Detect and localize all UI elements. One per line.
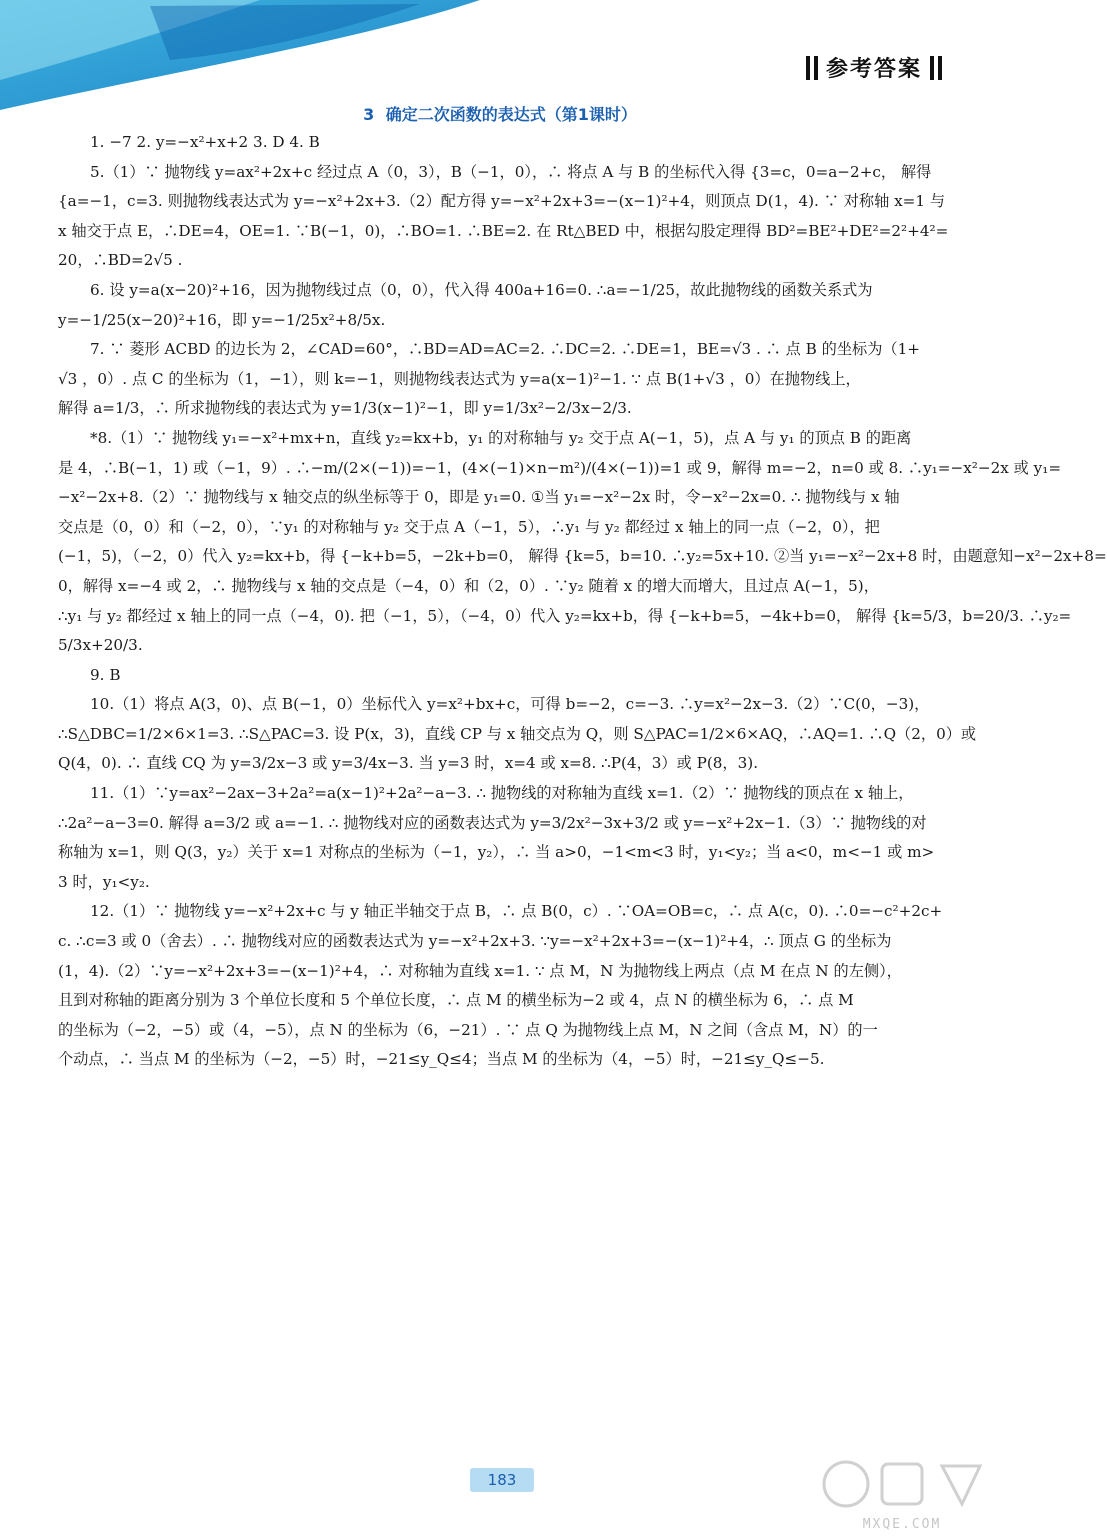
answer-line: 个动点，∴ 当点 M 的坐标为（−2，−5）时，−21≤y_Q≤4；当点 M 的坐标为（4，−5）时，−21≤y_Q≤−5. (58, 1050, 825, 1069)
answer-line: 的坐标为（−2，−5）或（4，−5），点 N 的坐标为（6，−21）. ∵ 点 Q 为抛物线上点 M，N 之间（含点 M，N）的一 (58, 1020, 878, 1039)
answer-line: 且到对称轴的距离分别为 3 个单位长度和 5 个单位长度，∴ 点 M 的横坐标为−2 或 4，点 N 的横坐标为 6，∴ 点 M (58, 991, 854, 1010)
page-number: 183 (470, 1468, 534, 1492)
answer-line: 交点是（0，0）和（−2，0），∵y₁ 的对称轴与 y₂ 交于点 A（−1，5），∴y₁ 与 y₂ 都经过 x 轴上的同一点（−2，0），把 (58, 517, 880, 536)
header-banner (0, 0, 480, 110)
answer-line: 10.（1）将点 A(3，0)、点 B(−1，0）坐标代入 y=x²+bx+c，可得 b=−2，c=−3. ∴y=x²−2x−3.（2）∵C(0，−3)， (90, 695, 930, 714)
answer-line: 称轴为 x=1，则 Q(3，y₂）关于 x=1 对称点的坐标为（−1，y₂），∴ 当 a>0，−1<m<3 时，y₁<y₂；当 a<0，m<−1 或 m> (58, 843, 935, 862)
answer-line: *8.（1）∵ 抛物线 y₁=−x²+mx+n，直线 y₂=kx+b，y₁ 的对称轴与 y₂ 交于点 A(−1，5)，点 A 与 y₁ 的顶点 B 的距离 (90, 428, 912, 447)
answer-key-label: 参考答案 (825, 57, 922, 82)
watermark-icon (812, 1454, 992, 1514)
answer-line: {a=−1，c=3. 则抛物线表达式为 y=−x²+2x+3.（2）配方得 y=−x²+2x+3=−(x−1)²+4，则顶点 D(1，4). ∵ 对称轴 x=1 与 (58, 192, 946, 211)
section-title: 3 确定二次函数的表达式（第1课时） (363, 105, 637, 124)
answer-line: 11.（1）∵y=ax²−2ax−3+2a²=a(x−1)²+2a²−a−3. ∴ 抛物线的对称轴为直线 x=1.（2）∵ 抛物线的顶点在 x 轴上， (90, 784, 914, 803)
answer-line: 20，∴BD=2√5 . (58, 251, 183, 270)
answer-line: (1，4).（2）∵y=−x²+2x+3=−(x−1)²+4，∴ 对称轴为直线 x=1. ∵ 点 M，N 为抛物线上两点（点 M 在点 N 的左侧）， (58, 961, 902, 980)
answer-line: 解得 a=1/3，∴ 所求抛物线的表达式为 y=1/3(x−1)²−1，即 y=1/3x²−2/3x−2/3. (58, 399, 632, 418)
answer-line: 1. −7 2. y=−x²+x+2 3. D 4. B (90, 133, 320, 151)
answer-line: 6. 设 y=a(x−20)²+16，因为抛物线过点（0，0），代入得 400a+16=0. ∴a=−1/25，故此抛物线的函数关系式为 (90, 280, 873, 299)
answer-line: 12.（1）∵ 抛物线 y=−x²+2x+c 与 y 轴正半轴交于点 B，∴ 点 B(0，c）. ∵OA=OB=c，∴ 点 A(c，0). ∴0=−c²+2c+ (90, 902, 943, 921)
answer-line: ∴S△DBC=1/2×6×1=3. ∴S△PAC=3. 设 P(x，3)，直线 CP 与 x 轴交点为 Q，则 S△PAC=1/2×6×AQ，∴AQ=1. ∴Q（2，0）或 (58, 724, 977, 743)
answer-line: Q(4，0). ∴ 直线 CQ 为 y=3/2x−3 或 y=3/4x−3. 当 y=3 时，x=4 或 x=8. ∴P(4，3）或 P(8，3). (58, 754, 759, 773)
answer-line: √3 ，0）. 点 C 的坐标为（1，−1），则 k=−1，则抛物线表达式为 y=a(x−1)²−1. ∵ 点 B(1+√3 ，0）在抛物线上， (58, 369, 861, 388)
answer-line: ∴2a²−a−3=0. 解得 a=3/2 或 a=−1. ∴ 抛物线对应的函数表达式为 y=3/2x²−3x+3/2 或 y=−x²+2x−1.（3）∵ 抛物线的对 (58, 813, 927, 832)
answer-line: 5.（1）∵ 抛物线 y=ax²+2x+c 经过点 A（0，3），B（−1，0），∴ 将点 A 与 B 的坐标代入得 {3=c，0=a−2+c， 解得 (90, 162, 932, 181)
watermark-logo (812, 1454, 992, 1534)
answer-line: 3 时，y₁<y₂. (58, 872, 150, 891)
answer-line: c. ∴c=3 或 0（舍去）. ∴ 抛物线对应的函数表达式为 y=−x²+2x+3. ∵y=−x²+2x+3=−(x−1)²+4，∴ 顶点 G 的坐标为 (58, 932, 892, 951)
watermark-text: MXQE.COM (862, 1517, 942, 1532)
answer-line: 9. B (90, 665, 121, 684)
answer-line: 是 4，∴B(−1，1) 或（−1，9）. ∴−m/(2×(−1))=−1，(4×(−1)×n−m²)/(4×(−1))=1 或 9，解得 m=−2，n=0 或 8. ∴y₁=−x²−2x 或 y₁= (58, 458, 1062, 477)
answer-line: (−1，5)，（−2，0）代入 y₂=kx+b，得 {−k+b=5，−2k+b=0， 解得 {k=5，b=10. ∴y₂=5x+10. ②当 y₁=−x²−2x+8 时，由题意知−x²−2x+8= (58, 547, 1107, 566)
answer-key-tag (804, 52, 944, 83)
answer-line: x 轴交于点 E，∴DE=4，OE=1. ∵B(−1，0)，∴BO=1. ∴BE=2. 在 Rt△BED 中，根据勾股定理得 BD²=BE²+DE²=2²+4²= (58, 221, 949, 240)
answer-line: 0，解得 x=−4 或 2，∴ 抛物线与 x 轴的交点是（−4，0）和（2，0）. ∵y₂ 随着 x 的增大而增大，且过点 A(−1，5)， (58, 576, 879, 595)
answer-line: −x²−2x+8.（2）∵ 抛物线与 x 轴交点的纵坐标等于 0，即是 y₁=0. ①当 y₁=−x²−2x 时，令−x²−2x=0. ∴ 抛物线与 x 轴 (58, 488, 900, 507)
answer-content (58, 128, 1107, 1075)
answer-line: 5/3x+20/3. (58, 636, 143, 655)
answer-line: y=−1/25(x−20)²+16，即 y=−1/25x²+8/5x. (58, 310, 386, 329)
answer-line: 7. ∵ 菱形 ACBD 的边长为 2，∠CAD=60°，∴BD=AD=AC=2. ∴DC=2. ∴DE=1，BE=√3 . ∴ 点 B 的坐标为（1+ (90, 340, 920, 359)
answer-line: ∴y₁ 与 y₂ 都经过 x 轴上的同一点（−4，0). 把（−1，5），（−4，0）代入 y₂=kx+b，得 {−k+b=5，−4k+b=0， 解得 {k=5/3，b=20/3. ∴y₂= (58, 606, 1072, 625)
